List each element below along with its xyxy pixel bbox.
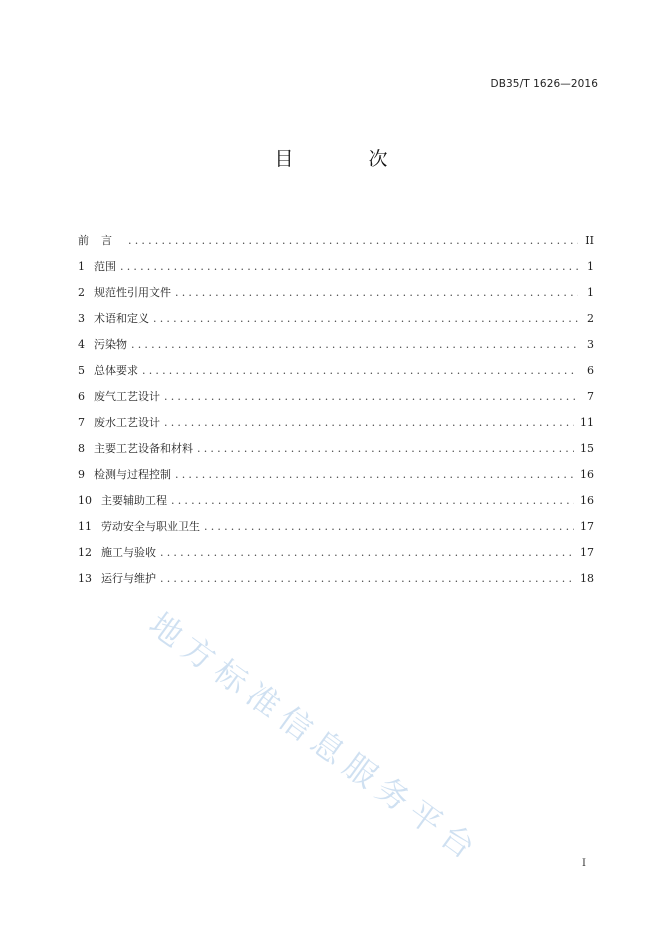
- toc-label: 术语和定义: [94, 312, 149, 325]
- toc-entry-8[interactable]: [78, 441, 594, 467]
- toc-page-number: 16: [580, 468, 594, 481]
- toc-entry-1[interactable]: [78, 259, 594, 285]
- toc-leader-dots: [197, 441, 574, 457]
- toc-page-number: II: [585, 234, 594, 247]
- toc-leader-dots: [175, 467, 574, 483]
- toc-entry-6[interactable]: [78, 389, 594, 415]
- toc-leader-dots: [128, 233, 578, 249]
- toc-label: 废气工艺设计: [94, 390, 160, 403]
- page-title: 目 次: [274, 148, 416, 170]
- toc-entry-9[interactable]: [78, 467, 594, 493]
- toc-leader-dots: [120, 259, 578, 275]
- toc-entry-5[interactable]: [78, 363, 594, 389]
- toc-leader-dots: [175, 285, 578, 301]
- toc-section-number: 8: [78, 442, 85, 455]
- toc-leader-dots: [160, 571, 574, 587]
- toc-page-number: 2: [587, 312, 594, 325]
- toc-section-number: 1: [78, 260, 85, 273]
- toc-label: 劳动安全与职业卫生: [101, 520, 200, 533]
- toc-section-number: 6: [78, 390, 85, 403]
- toc-leader-dots: [164, 389, 578, 405]
- toc-entry-10[interactable]: [78, 493, 594, 519]
- toc-label: 废水工艺设计: [94, 416, 160, 429]
- toc-section-number: 5: [78, 364, 85, 377]
- toc-section-number: 13: [78, 572, 92, 585]
- toc-entry-4[interactable]: [78, 337, 594, 363]
- toc-label: 主要辅助工程: [101, 494, 167, 507]
- toc-leader-dots: [131, 337, 578, 353]
- toc-page-number: 11: [580, 416, 594, 429]
- toc-label: 检测与过程控制: [94, 468, 171, 481]
- toc-entry-3[interactable]: [78, 311, 594, 337]
- toc-entry-12[interactable]: [78, 545, 594, 571]
- toc-entry-2[interactable]: [78, 285, 594, 311]
- toc-leader-dots: [153, 311, 578, 327]
- toc-section-number: 11: [78, 520, 92, 533]
- toc-page-number: 3: [587, 338, 594, 351]
- toc-page-number: 17: [580, 546, 594, 559]
- watermark: 地方标准信息服务平台: [142, 604, 489, 871]
- document-code: DB35/T 1626—2016: [490, 78, 598, 90]
- toc-section-number: 12: [78, 546, 92, 559]
- page-number: I: [582, 858, 586, 869]
- toc-page-number: 15: [580, 442, 594, 455]
- toc-label: 施工与验收: [101, 546, 156, 559]
- toc-leader-dots: [204, 519, 574, 535]
- toc-leader-dots: [142, 363, 578, 379]
- toc-section-number: 10: [78, 494, 92, 507]
- toc-section-number: 2: [78, 286, 85, 299]
- toc-section-number: 3: [78, 312, 85, 325]
- toc-page-number: 18: [580, 572, 594, 585]
- toc-label: 范围: [94, 260, 116, 273]
- toc-section-number: 7: [78, 416, 85, 429]
- toc-leader-dots: [164, 415, 574, 431]
- toc-section-number: 9: [78, 468, 85, 481]
- toc-page-number: 1: [587, 286, 594, 299]
- toc-page-number: 16: [580, 494, 594, 507]
- toc-entry-7[interactable]: [78, 415, 594, 441]
- toc-entry-13[interactable]: [78, 571, 594, 597]
- toc-leader-dots: [160, 545, 574, 561]
- toc-label: 规范性引用文件: [94, 286, 171, 299]
- toc-label: 前言: [78, 234, 124, 247]
- toc-leader-dots: [171, 493, 574, 509]
- toc-label: 总体要求: [94, 364, 138, 377]
- toc-section-number: 4: [78, 338, 85, 351]
- table-of-contents: [78, 233, 594, 597]
- toc-label: 污染物: [94, 338, 127, 351]
- toc-page-number: 6: [587, 364, 594, 377]
- toc-label: 运行与维护: [101, 572, 156, 585]
- toc-page-number: 17: [580, 520, 594, 533]
- toc-page-number: 1: [587, 260, 594, 273]
- toc-entry-11[interactable]: [78, 519, 594, 545]
- toc-label: 主要工艺设备和材料: [94, 442, 193, 455]
- toc-page-number: 7: [587, 390, 594, 403]
- toc-entry-foreword[interactable]: [78, 233, 594, 259]
